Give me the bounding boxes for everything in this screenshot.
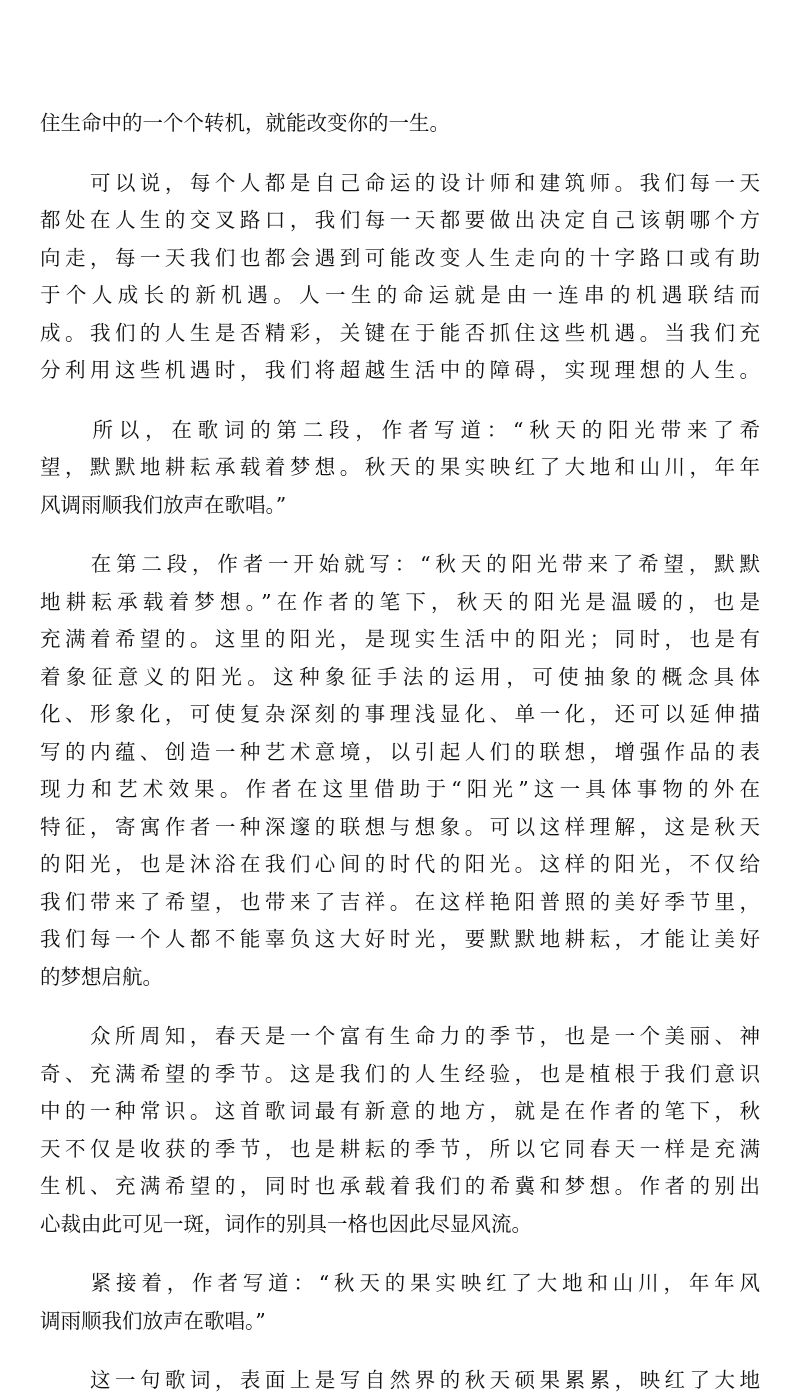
text-line: 于个人成长的新机遇。人一生的命运就是由一连串的机遇联结而 <box>40 283 760 307</box>
paragraph-gap <box>40 1243 760 1265</box>
paragraph-gap <box>40 524 760 546</box>
text-line: 地耕耘承载着梦想。”在作者的笔下，秋天的阳光是温暖的，也是 <box>40 589 760 614</box>
text-line: 都处在人生的交叉路口，我们每一天都要做出决定自己该朝哪个方 <box>40 208 760 232</box>
paragraph-gap <box>40 390 760 412</box>
paragraph-7 <box>40 1362 760 1400</box>
text-line: 向走，每一天我们也都会遇到可能改变人生走向的十字路口或有助 <box>40 245 760 270</box>
text-line: 调雨顺我们放声在歌唱。” <box>40 1308 266 1333</box>
text-line: 我们带来了希望，也带来了吉祥。在这样艳阳普照的美好季节里， <box>40 889 760 914</box>
paragraph-5 <box>40 1018 760 1243</box>
text-line: 众所周知，春天是一个富有生命力的季节，也是一个美丽、神 <box>40 1024 760 1048</box>
text-line: 我们每一个人都不能辜负这大好时光，要默默地耕耘，才能让美好 <box>40 927 760 951</box>
paragraph-6 <box>40 1265 760 1340</box>
text-line: 的阳光，也是沐浴在我们心间的时代的阳光。这样的阳光，不仅给 <box>40 852 760 876</box>
paragraph-1 <box>40 105 760 143</box>
document-page <box>40 105 760 1400</box>
text-line: 成。我们的人生是否精彩，关键在于能否抓住这些机遇。当我们充 <box>40 320 760 345</box>
text-line: 的梦想启航。 <box>40 964 163 989</box>
text-line: 所以，在歌词的第二段，作者写道：“秋天的阳光带来了希 <box>40 417 760 442</box>
paragraph-gap <box>40 996 760 1018</box>
text-line: 天不仅是收获的季节，也是耕耘的季节，所以它同春天一样是充满 <box>40 1136 760 1161</box>
text-line: 这一句歌词，表面上是写自然界的秋天硕果累累，映红了大地 <box>40 1368 760 1392</box>
text-line: 分利用这些机遇时，我们将超越生活中的障碍，实现理想的人生。 <box>40 358 760 382</box>
text-line: 化、形象化，可使复杂深刻的事理浅显化、单一化，还可以延伸描 <box>40 702 760 726</box>
text-line: 着象征意义的阳光。这种象征手法的运用，可使抽象的概念具体 <box>40 664 760 689</box>
text-line: 风调雨顺我们放声在歌唱。” <box>40 492 287 517</box>
text-line: 住生命中的一个个转机，就能改变你的一生。 <box>40 111 450 135</box>
text-line: 在第二段，作者一开始就写：“秋天的阳光带来了希望，默默 <box>40 552 760 576</box>
text-line: 紧接着，作者写道：“秋天的果实映红了大地和山川，年年风 <box>40 1271 760 1295</box>
paragraph-3 <box>40 412 760 525</box>
paragraph-2 <box>40 165 760 390</box>
text-line: 生机、充满希望的，同时也承载着我们的希冀和梦想。作者的别出 <box>40 1174 760 1198</box>
text-line: 奇、充满希望的季节。这是我们的人生经验，也是植根于我们意识 <box>40 1061 760 1086</box>
text-line: 特征，寄寓作者一种深邃的联想与想象。可以这样理解，这是秋天 <box>40 814 760 839</box>
paragraph-gap <box>40 143 760 165</box>
paragraph-4 <box>40 546 760 996</box>
paragraph-gap <box>40 1340 760 1362</box>
text-line: 写的内蕴、创造一种艺术意境，以引起人们的联想，增强作品的表 <box>40 739 760 764</box>
text-line: 现力和艺术效果。作者在这里借助于“阳光”这一具体事物的外在 <box>40 777 760 801</box>
text-line: 心裁由此可见一斑，词作的别具一格也因此尽显风流。 <box>40 1211 532 1236</box>
text-line: 可以说，每个人都是自己命运的设计师和建筑师。我们每一天 <box>40 170 760 195</box>
text-line: 中的一种常识。这首歌词最有新意的地方，就是在作者的笔下，秋 <box>40 1099 760 1123</box>
text-line: 充满着希望的。这里的阳光，是现实生活中的阳光；同时，也是有 <box>40 627 760 651</box>
text-line: 望，默默地耕耘承载着梦想。秋天的果实映红了大地和山川，年年 <box>40 455 760 479</box>
